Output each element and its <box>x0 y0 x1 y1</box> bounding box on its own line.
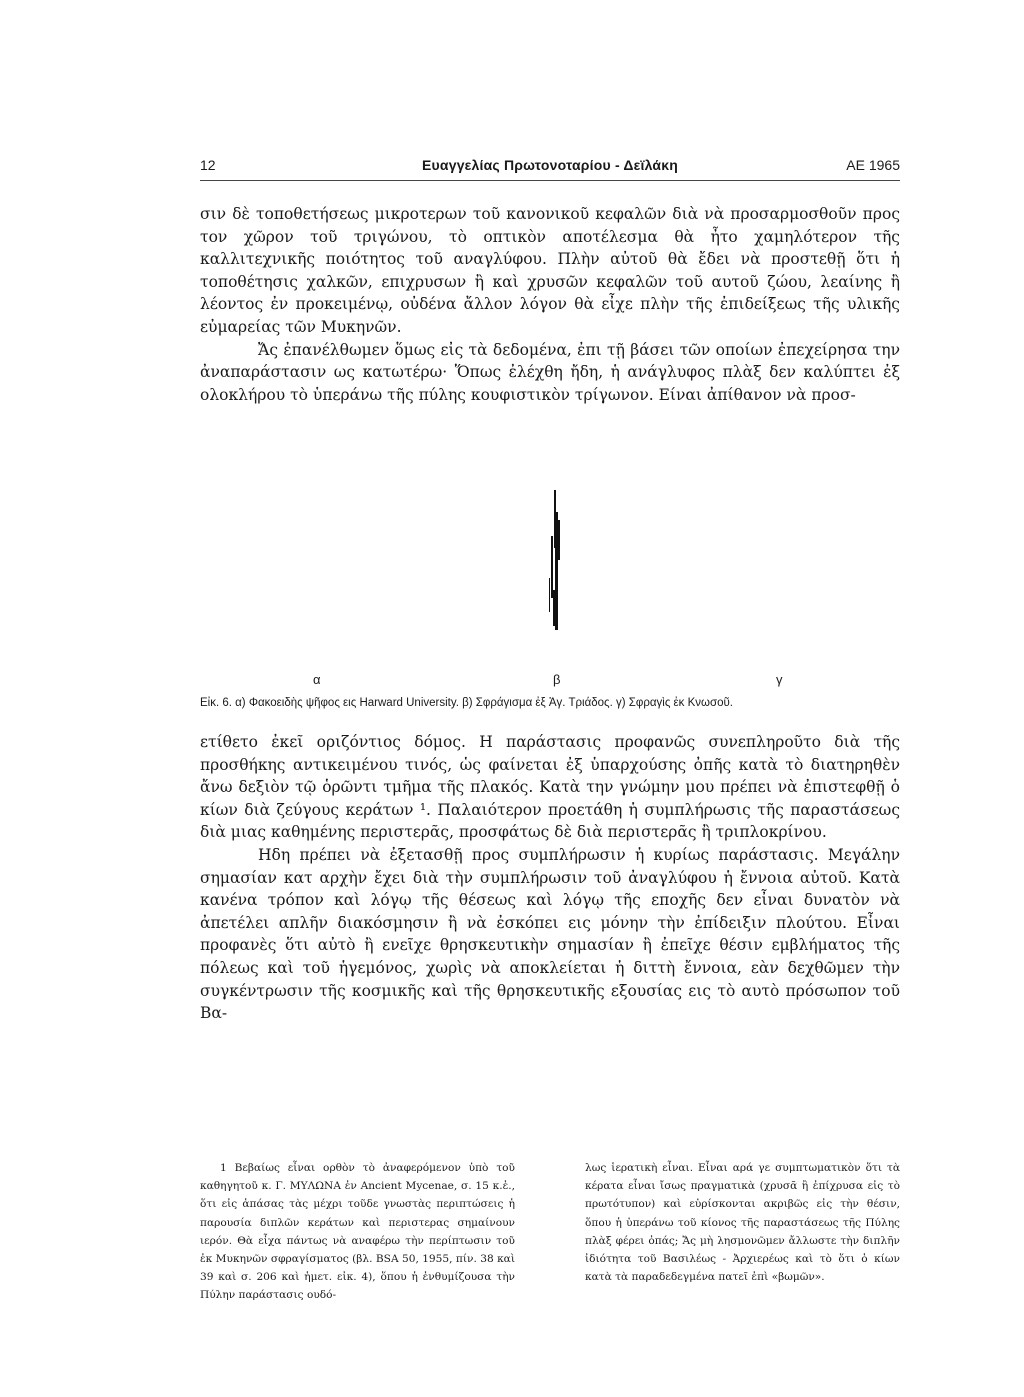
page-number: 12 <box>200 157 216 173</box>
figure-caption: Εἰκ. 6. α) Φακοειδὴς ψῆφος εις Harward University. β) Σφράγισμα ἐξ Ἁγ. Τριάδος. γ) Σφραγὶς ἐκ Κνωσοῦ. <box>200 697 734 709</box>
footnote: 1 Βεβαίως εἶναι ορθὸν τὸ ἀναφερόμενον ὑπὸ τοῦ καθηγητοῦ κ. Γ. ΜΥΛΩΝΑ ἐν Ancient Mycenae, σ. 15 κ.ἑ., ὅτι εἰς ἁπάσας τὰς μέχρι τοῦδε γνωστὰς περιπτώσεις ἡ παρουσία διπλῶν κεράτων καὶ περιστερας σημαίνουν ιερόν. Θὰ εἶχα πάντως νὰ αναφέρω τὴν περίπτωσιν τοῦ ἐκ Μυκηνῶν σφραγίσματος (βλ. BSA 50, 1955, πίν. 38 καὶ 39 καὶ σ. 206 καὶ ἡμετ. εἰκ. 4), ὅπου ἡ ἐνθυμίζουσα τὴν Πύλην παράστασις ουδό- <box>200 1162 515 1302</box>
footnote-continuation: λως ἱερατικὴ εἶναι. Εἶναι αρά γε συμπτωματικὸν ὅτι τὰ κέρατα εἶναι ἴσως πραγματικὰ (χρυσᾶ ἢ ἐπίχρυσα εἰς τὸ πρωτότυπον) καὶ εὑρίσκονται ακριβῶς εἰς τὴν θέσιν, ὅπου ἡ ὑπεράνω τοῦ κίονος τῆς παραστάσεως τῆς Πύλης πλὰξ φέρει ὀπάς; Ἄς μὴ λησμονῶμεν ἄλλωστε τὴν διπλῆν ἰδιότητα τοῦ Βασιλέως - Ἀρχιερέως καὶ τὸ ὅτι ὁ κίων κατὰ τὰ παραδεδεγμένα πατεῖ ἐπὶ «βωμῶν». <box>585 1162 900 1284</box>
footnote-right-column <box>585 1159 900 1286</box>
figure-label-b: β <box>553 672 561 687</box>
header-rule <box>200 180 900 181</box>
running-header <box>200 157 900 177</box>
running-title: Ευαγγελίας Πρωτονοταρίου - Δεϊλάκη <box>422 157 678 173</box>
paragraph: Ηδη πρέπει νὰ ἐξετασθῇ προς συμπλήρωσιν ἡ κυρίως παράστασις. Μεγάλην σημασίαν κατ αρχὴν ἔχει διὰ τὴν συμπλήρωσιν τοῦ ἀναγλύφου ἡ ἔννοια αὐτοῦ. Κατὰ κανένα τρόπον καὶ λόγῳ τῆς θέσεως καὶ λόγῳ τῆς εποχῆς δεν εἶναι δυνατὸν νὰ ἀπετέλει απλῆν διακόσμησιν ἢ νὰ ἐσκόπει εις μόνην τὴν ἐπίδειξιν πλούτου. Εἶναι προφανὲς ὅτι αὐτὸ ἢ ενεῖχε θρησκευτικὴν σημασίαν ἢ ἐπεῖχε θέσιν εμβλήματος τῆς πόλεως καὶ τοῦ ἡγεμόνος, χωρὶς νὰ αποκλείεται ἡ διττὴ ἔννοια, εὰν δεχθῶμεν τὴν συγκέντρωσιν τῆς κοσμικῆς καὶ τῆς θρησκευτικῆς εξουσίας εις τὸ αυτὸ πρόσωπον τοῦ Βα- <box>200 845 900 1023</box>
footnote-left-column <box>200 1159 515 1305</box>
figure-label-a: α <box>313 672 321 687</box>
body-text-top <box>200 203 900 406</box>
body-text-bottom <box>200 731 900 1025</box>
figure-label-c: γ <box>776 672 783 687</box>
paragraph: ετίθετο ἐκεῖ οριζόντιος δόμος. Η παράστασις προφανῶς συνεπληροῦτο διὰ τῆς προσθήκης αντικειμένου τινός, ὡς φαίνεται ἐξ ὑπαρχούσης ὀπῆς κατὰ τὸ διατηρηθὲν ἄνω δεξιὸν τῷ ὁρῶντι τμῆμα τῆς πλακός. Κατὰ την γνώμην μου πρέπει νὰ ἐπιστεφθῇ ὁ κίων διὰ ζεύγους κεράτων ¹. Παλαιότερον προετάθη ἡ συμπλήρωσις τῆς παραστάσεως διὰ μιας καθημένης περιστερᾶς, προσφάτως δὲ διὰ περιστερᾶς ἢ τριπλοκρίνου. <box>200 733 900 842</box>
journal-issue: ΑΕ 1965 <box>846 157 900 173</box>
paragraph: σιν δὲ τοποθετήσεως μικροτερων τοῦ κανονικοῦ κεφαλῶν διὰ νὰ προσαρμοσθοῦν προς τον χῶρον τοῦ τριγώνου, τὸ οπτικὸν αποτέλεσμα θὰ ἦτο χαμηλότερον τῆς καλλιτεχνικῆς ποιότητος τοῦ αναγλύφου. Πλὴν αὐτοῦ θὰ ἔδει νὰ προστεθῇ ὅτι ἡ τοποθέτησις χαλκῶν, επιχρυσων ἢ καὶ χρυσῶν κεφαλῶν τοῦ αυτοῦ ζώου, λεαίνης ἢ λέοντος ἐν προκειμένῳ, οὐδένα ἄλλον λόγον θὰ εἶχε πλὴν τῆς ἐπιδείξεως τῆς υλικῆς εὐμαρείας τῶν Μυκηνῶν. <box>200 205 900 336</box>
figure-labels <box>0 672 1024 692</box>
paragraph: Ἄς ἐπανέλθωμεν ὅμως εἰς τὰ δεδομένα, ἐπι τῇ βάσει τῶν οποίων ἐπεχείρησα την ἀναπαράστασιν ως κατωτέρω· Ὅπως ἐλέχθη ἤδη, ἡ ανάγλυφος πλὰξ δεν καλύπτει ἐξ ολοκλήρου τὸ ὑπεράνω τῆς πύλης κουφιστικὸν τρίγωνον. Είναι ἀπίθανον νὰ προσ- <box>200 340 900 404</box>
figure-image <box>545 490 575 630</box>
